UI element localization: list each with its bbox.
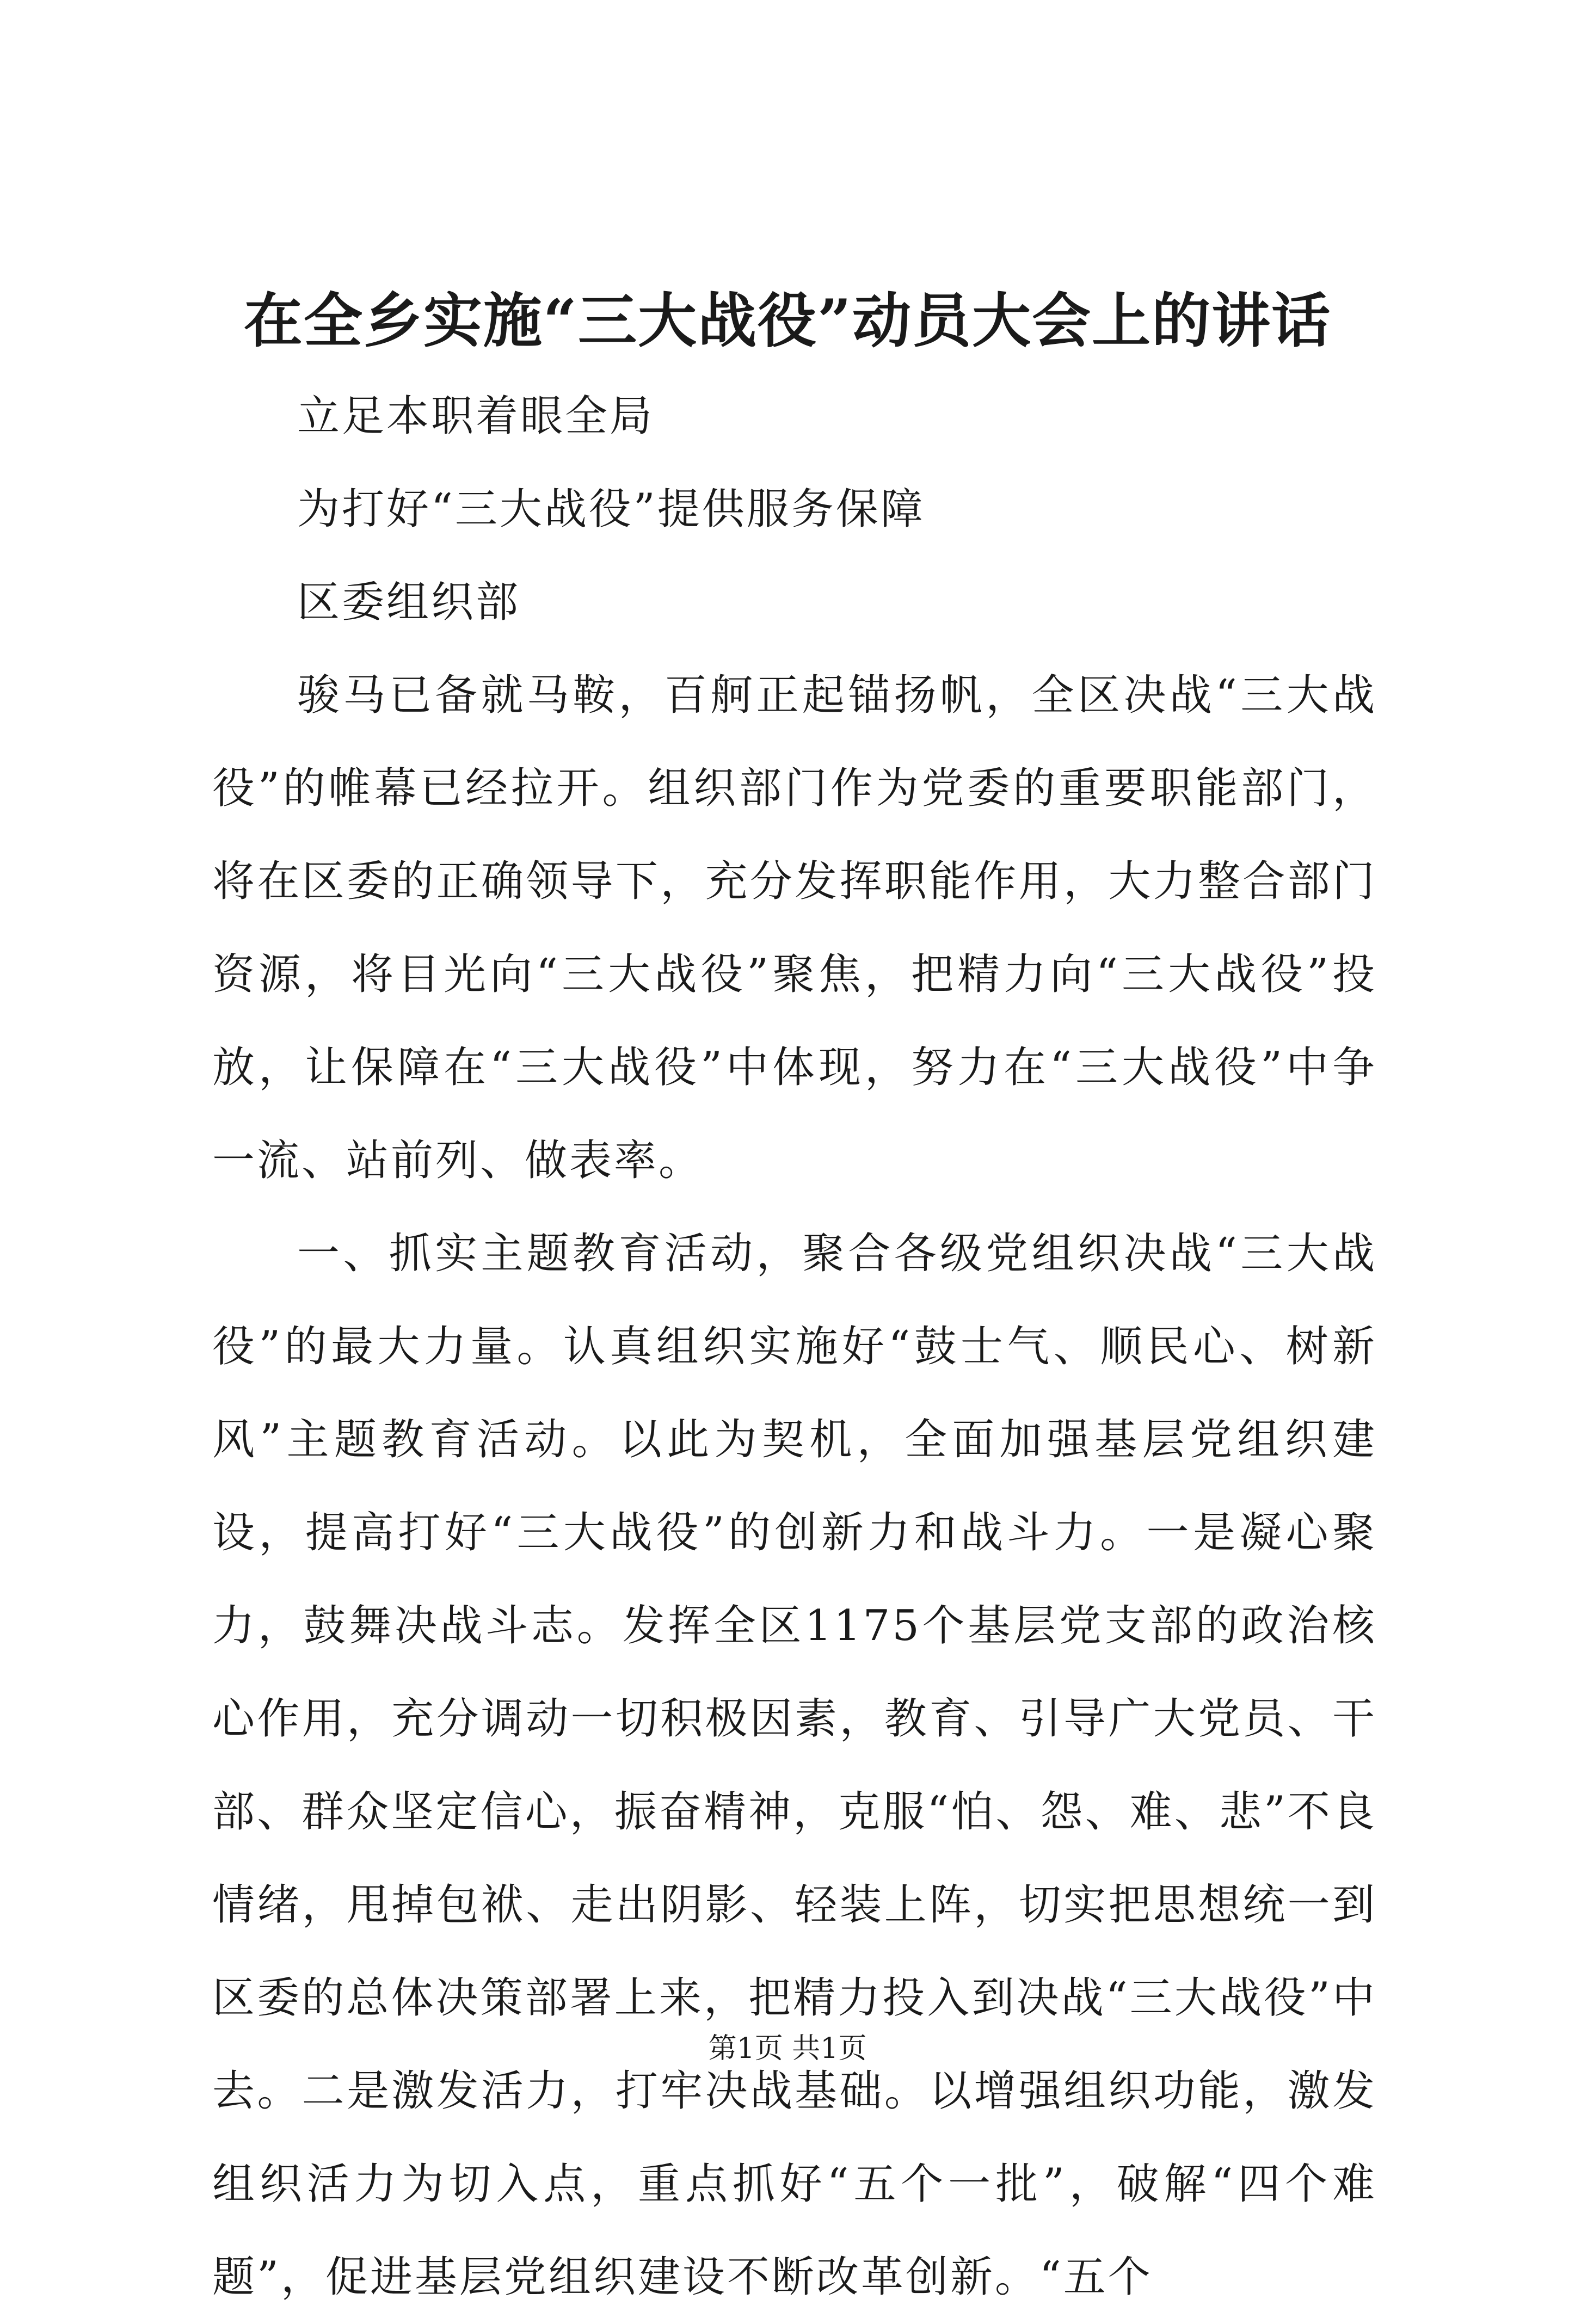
page-footer: 第1页 共1页 [708, 2032, 867, 2065]
document-title: 在全乡实施“三大战役”动员大会上的讲话 [243, 287, 1332, 355]
paragraph-author: 区委组织部 [297, 578, 521, 627]
paragraph-intro: 骏马已备就马鞍，百舸正起锚扬帆，全区决战“三大战役”的帷幕已经拉开。组织部门作为党委的重要职能部门，将在区委的正确领导下，充分发挥职能作用，大力整合部门资源，将目光向“三大战役”聚焦，把精力向“三大战役”投放，让保障在“三大战役”中体现，努力在“三大战役”中争一流、站前列、做表率。 [212, 671, 1377, 1185]
paragraph-section-1: 一、抓实主题教育活动，聚合各级党组织决战“三大战役”的最大力量。认真组织实施好“鼓士气、顺民心、树新风”主题教育活动。以此为契机，全面加强基层党组织建设，提高打好“三大战役”的创新力和战斗力。一是凝心聚力，鼓舞决战斗志。发挥全区1175个基层党支部的政治核心作用，充分调动一切积极因素，教育、引导广大党员、干部、群众坚定信心，振奋精神，克服“怕、怨、难、悲”不良情绪，甩掉包袱、走出阴影、轻装上阵，切实把思想统一到区委的总体决策部署上来，把精力投入到决战“三大战役”中去。二是激发活力，打牢决战基础。以增强组织功能，激发组织活力为切入点，重点抓好“五个一批”，破解“四个难题”，促进基层党组织建设不断改革创新。“五个 [212, 1229, 1377, 2302]
paragraph-subtitle-1: 立足本职着眼全局 [297, 392, 655, 441]
paragraph-subtitle-2: 为打好“三大战役”提供服务保障 [297, 485, 925, 534]
